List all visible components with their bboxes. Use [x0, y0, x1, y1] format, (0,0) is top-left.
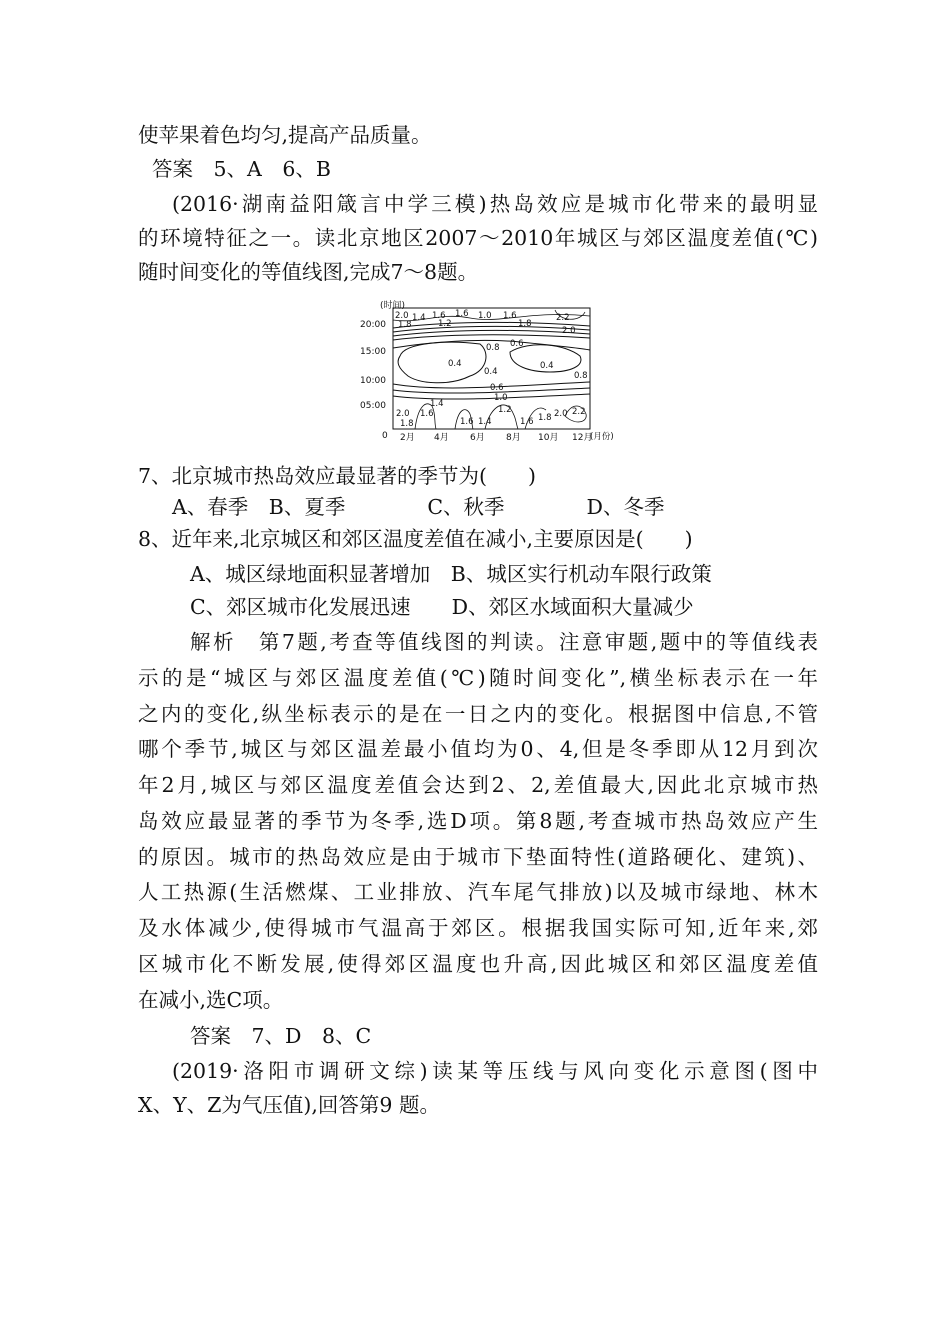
svg-text:1.0: 1.0	[494, 393, 508, 403]
svg-text:1.6: 1.6	[460, 417, 474, 427]
y-tick-05: 05:00	[360, 401, 386, 411]
svg-text:1.8: 1.8	[400, 419, 414, 429]
svg-text:1.4: 1.4	[412, 313, 426, 323]
svg-text:2.2: 2.2	[572, 407, 586, 417]
svg-text:1.6: 1.6	[520, 417, 534, 427]
y-tick-10: 10:00	[360, 376, 386, 386]
analysis-line-5: 年2月,城区与郊区温度差值会达到2、2,差值最大,因此北京城市热	[138, 773, 818, 797]
text-line-1: 使苹果着色均匀,提高产品质量。	[138, 123, 432, 147]
question-9-intro-line-2: X、Y、Z为气压值),回答第9 题。	[138, 1093, 440, 1117]
analysis-line-3: 之内的变化,纵坐标表示的是在一日之内的变化。根据图中信息,不管	[138, 702, 818, 726]
svg-text:0.4: 0.4	[484, 367, 498, 377]
svg-text:1.4: 1.4	[430, 399, 444, 409]
question-intro-line-3: 随时间变化的等值线图,完成7～8题。	[138, 260, 479, 284]
svg-text:2.0: 2.0	[554, 409, 568, 419]
question-7-options: A、春季 B、夏季 C、秋季 D、冬季	[172, 495, 665, 519]
contour-chart	[360, 296, 614, 448]
svg-text:2.0: 2.0	[396, 409, 410, 419]
y-tick-20: 20:00	[360, 320, 386, 330]
question-8-options-cd: C、郊区城市化发展迅速 D、郊区水域面积大量减少	[190, 595, 694, 619]
x-axis-ticks	[400, 432, 592, 443]
analysis-line-8: 人工热源(生活燃煤、工业排放、汽车尾气排放)以及城市绿地、林木	[138, 880, 818, 904]
question-intro-line-2: 的环境特征之一。读北京地区2007～2010年城区与郊区温度差值(℃)	[138, 226, 818, 250]
svg-text:2.0: 2.0	[395, 311, 409, 321]
svg-text:1.0: 1.0	[478, 311, 492, 321]
x-tick-8: 8月	[506, 433, 521, 443]
svg-text:0.6: 0.6	[510, 339, 524, 349]
analysis-line-4: 哪个季节,城区与郊区温差最小值均为0、4,但是冬季即从12月到次	[138, 737, 818, 761]
x-tick-4: 4月	[434, 433, 449, 443]
question-9-intro-line-1: (2019·洛阳市调研文综)读某等压线与风向变化示意图(图中	[172, 1059, 818, 1083]
answer-5-6: 答案 5、A 6、B	[152, 157, 331, 181]
x-tick-12: 12月	[572, 433, 593, 443]
analysis-line-6: 岛效应最显著的季节为冬季,选D项。第8题,考查城市热岛效应产生	[138, 809, 818, 833]
analysis-line-7: 的原因。城市的热岛效应是由于城市下垫面特性(道路硬化、建筑)、	[138, 845, 818, 869]
y-tick-0: 0	[382, 431, 388, 441]
svg-text:2.0: 2.0	[562, 326, 576, 336]
svg-text:1.6: 1.6	[420, 409, 434, 419]
svg-text:1.8: 1.8	[398, 320, 412, 330]
svg-text:0.4: 0.4	[540, 361, 554, 371]
svg-text:0.4: 0.4	[448, 359, 462, 369]
svg-text:0.8: 0.8	[486, 343, 500, 353]
svg-text:1.6: 1.6	[455, 309, 469, 319]
answer-7-8: 答案 7、D 8、C	[190, 1024, 372, 1048]
contour-figure	[360, 296, 614, 448]
svg-text:1.8: 1.8	[538, 413, 552, 423]
svg-text:0.6: 0.6	[490, 383, 504, 393]
contour-labels	[395, 309, 588, 429]
x-axis-unit: (月份)	[590, 432, 614, 442]
svg-text:1.6: 1.6	[503, 311, 517, 321]
analysis-line-2: 示的是“城区与郊区温度差值(℃)随时间变化”,横坐标表示在一年	[138, 666, 818, 690]
svg-text:1.8: 1.8	[518, 319, 532, 329]
x-tick-10: 10月	[538, 433, 559, 443]
svg-text:1.6: 1.6	[432, 311, 446, 321]
analysis-line-11: 在减小,选C项。	[138, 988, 284, 1012]
svg-text:0.8: 0.8	[574, 371, 588, 381]
svg-text:1.2: 1.2	[498, 405, 512, 415]
y-tick-15: 15:00	[360, 347, 386, 357]
question-8-options-ab: A、城区绿地面积显著增加 B、城区实行机动车限行政策	[190, 562, 712, 586]
question-8: 8、近年来,北京城区和郊区温度差值在减小,主要原因是( )	[138, 527, 693, 551]
x-tick-2: 2月	[400, 433, 415, 443]
analysis-line-10: 区城市化不断发展,使得郊区温度也升高,因此城区和郊区温度差值	[138, 952, 818, 976]
svg-text:1.2: 1.2	[438, 319, 452, 329]
svg-text:1.4: 1.4	[478, 417, 492, 427]
y-axis-title: (时间)	[380, 301, 406, 311]
question-7: 7、北京城市热岛效应最显著的季节为( )	[138, 464, 537, 488]
question-intro-line-1: (2016·湖南益阳箴言中学三模)热岛效应是城市化带来的最明显	[172, 192, 818, 216]
analysis-line-1: 解析 第7题,考查等值线图的判读。注意审题,题中的等值线表	[190, 630, 818, 654]
analysis-line-9: 及水体减少,使得城市气温高于郊区。根据我国实际可知,近年来,郊	[138, 916, 818, 940]
x-tick-6: 6月	[470, 433, 485, 443]
svg-text:2.2: 2.2	[556, 313, 570, 323]
